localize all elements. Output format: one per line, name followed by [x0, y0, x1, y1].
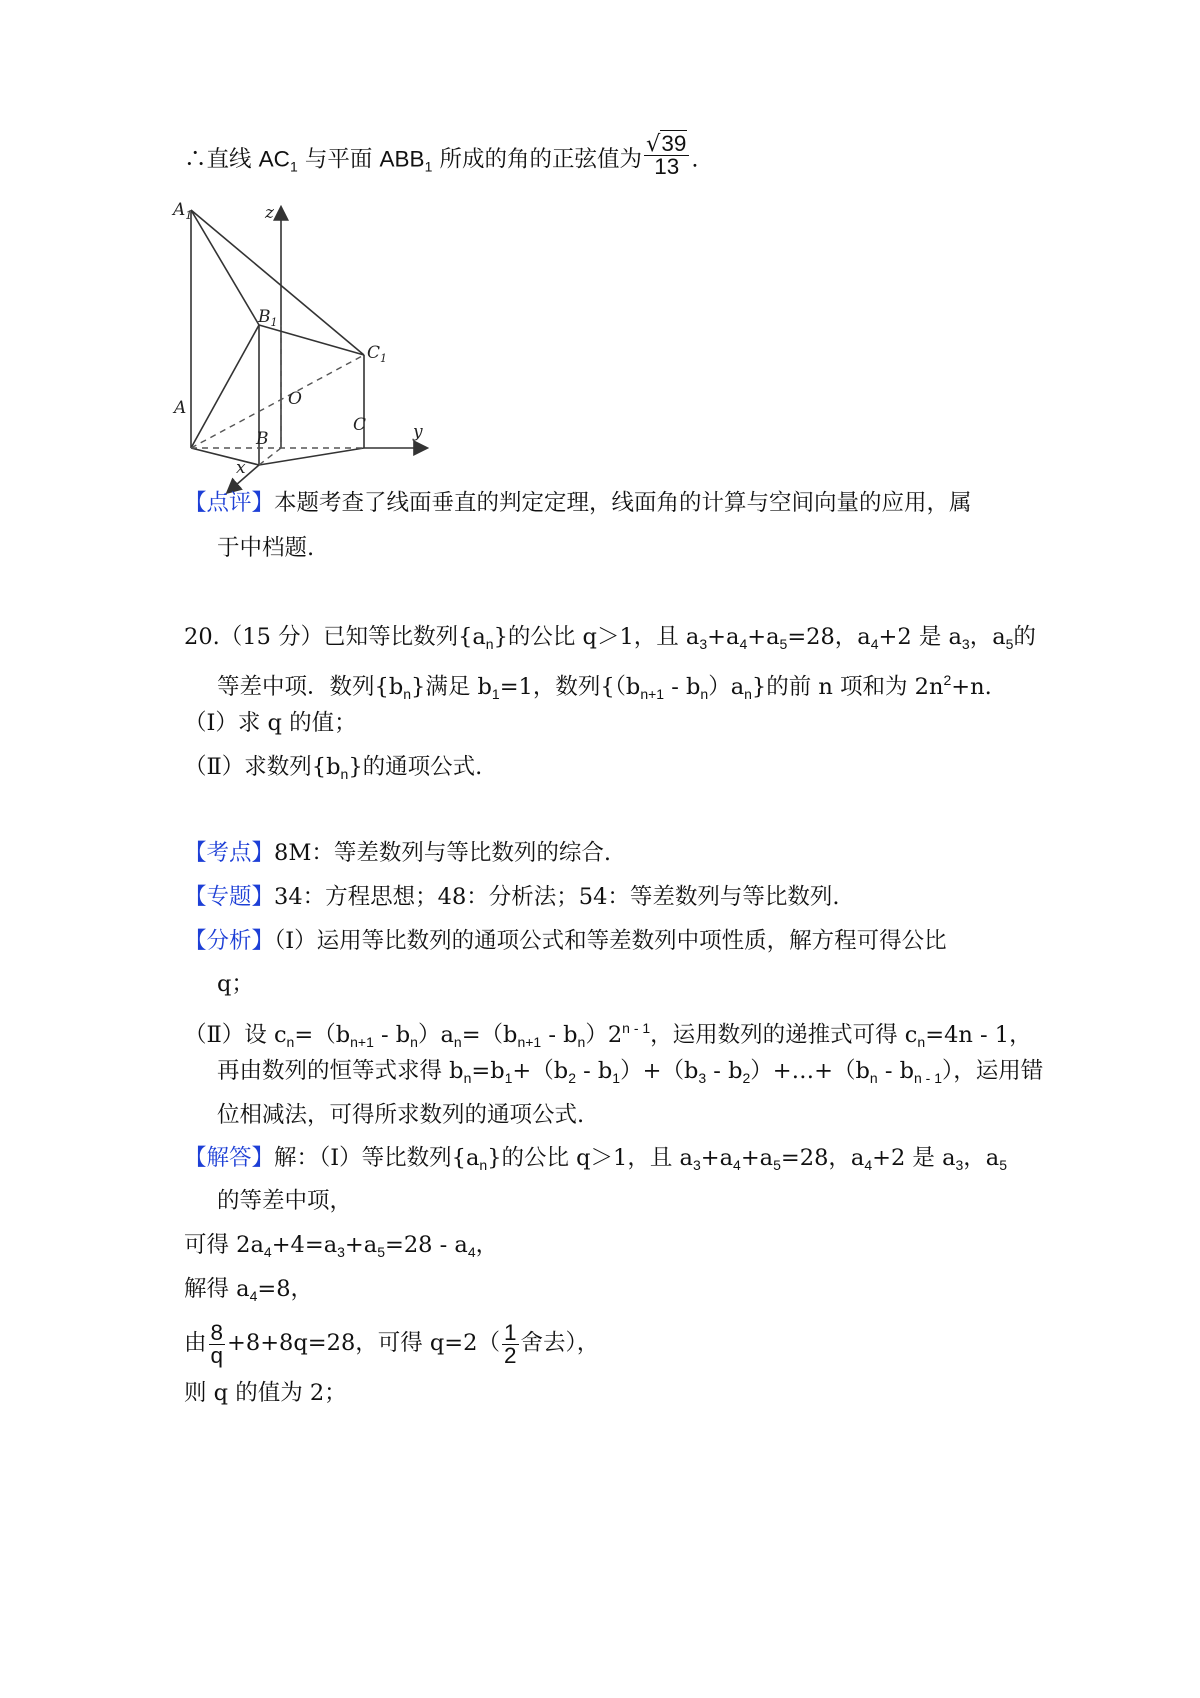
- label-C1: $C_1$: [367, 343, 388, 365]
- fenxi-tag: 【分析】: [184, 928, 275, 954]
- fenxi-line-4: 再由数列的恒等式求得 $b_n=b_1+(b_2 - b_1)+(b_3$ - $b_2)+\dots+(b_n - b_{n - 1})$，运用错: [217, 1058, 1044, 1086]
- jieda-tag: 【解答】: [184, 1145, 275, 1171]
- question-1: （Ⅰ）求 q 的值；: [184, 710, 357, 736]
- label-A1: $A_1$: [173, 200, 193, 222]
- therefore-symbol: ∴: [184, 146, 207, 173]
- jieda-line-2: 的等差中项，: [217, 1188, 353, 1214]
- jieda-line-6: 则 q 的值为 2；: [184, 1380, 347, 1406]
- prism-coordinate-figure: [160, 200, 480, 500]
- fenxi-line-1: 【分析】（Ⅰ）运用等比数列的通项公式和等差数列中项性质，解方程可得公比: [184, 928, 947, 954]
- label-B: B: [256, 429, 269, 449]
- conclusion-line: ∴直线 $AC_1$ 与平面 $ABB_1$ 所成的角的正弦值为 $\frac{√39}{13}$ .: [184, 131, 699, 179]
- edge-A1B1: [191, 210, 259, 325]
- edge-BC: [259, 448, 364, 465]
- fraction-1-over-2: $\frac{1}{2}$: [503, 1319, 517, 1368]
- label-A-text: A: [174, 398, 187, 418]
- edge-B1C1: [259, 325, 364, 355]
- fenxi-line-3: （Ⅱ）设 $c_n=(b_{n+1} - b_n)a_n=(b_{n+1} - b_n)2^{n - 1}$，运用数列的递推式可得 $c_n=4n - 1$，: [184, 1020, 1032, 1050]
- zhuanti-line: 【专题】34：方程思想；48：分析法；54：等差数列与等比数列.: [184, 884, 840, 910]
- label-x: x: [236, 458, 246, 478]
- label-C: C: [353, 415, 367, 435]
- label-z: z: [265, 203, 274, 223]
- label-y: y: [413, 422, 423, 442]
- jieda-line-1: 【解答】解：（Ⅰ）等比数列$\{a_n\}$的公比 q＞1，且 $a_3+a_4+a_5=28$，$a_4+2$ 是 $a_3$，$a_5$: [184, 1145, 1008, 1173]
- review-line-2: 于中档题.: [217, 535, 315, 561]
- jieda-line-3: 可得 $2a_4+4=a_3+a_5=28 - a_4$，: [184, 1232, 499, 1260]
- jieda-line-4: 解得 $a_4=8$，: [184, 1276, 314, 1304]
- question-2: （Ⅱ）求数列$\{b_n\}$的通项公式.: [184, 754, 483, 782]
- edge-AB: [191, 448, 259, 465]
- zhuanti-tag: 【专题】: [184, 884, 275, 910]
- fenxi-line-5: 位相减法，可得所求数列的通项公式.: [217, 1102, 585, 1128]
- fraction-8-over-q: $\frac{8}{q}$: [210, 1319, 224, 1368]
- review-tag: 【点评】: [184, 490, 275, 516]
- label-O: O: [288, 389, 302, 409]
- problem-line-1: 20.（15 分）已知等比数列$\{a_n\}$的公比 q＞1，且 $a_3+a_4+a_5=28$，$a_4+2$ 是 $a_3$，$a_5$的: [184, 624, 1036, 652]
- review-line-1: 【点评】本题考查了线面垂直的判定定理，线面角的计算与空间向量的应用，属: [184, 490, 972, 516]
- sine-value-fraction: $\frac{√39}{13}$: [644, 133, 689, 178]
- fenxi-line-2: q；: [217, 971, 254, 997]
- problem-line-2: 等差中项．数列$\{b_n\}$满足 $b_1=1$，数列$\{(b_{n+1} - b_n)a_n\}$的前 n 项和为 $2n^2+n$.: [217, 672, 992, 702]
- jieda-line-5: 由 $\frac{8}{q}$ +8+8q=28，可得 q=2（ $\frac{1}{2}$ 舍去），: [184, 1319, 600, 1368]
- edge-A1C1: [191, 210, 364, 355]
- kaodian-tag: 【考点】: [184, 840, 275, 866]
- kaodian-line: 【考点】8M：等差数列与等比数列的综合.: [184, 840, 612, 866]
- label-B1: $B_1$: [258, 307, 278, 329]
